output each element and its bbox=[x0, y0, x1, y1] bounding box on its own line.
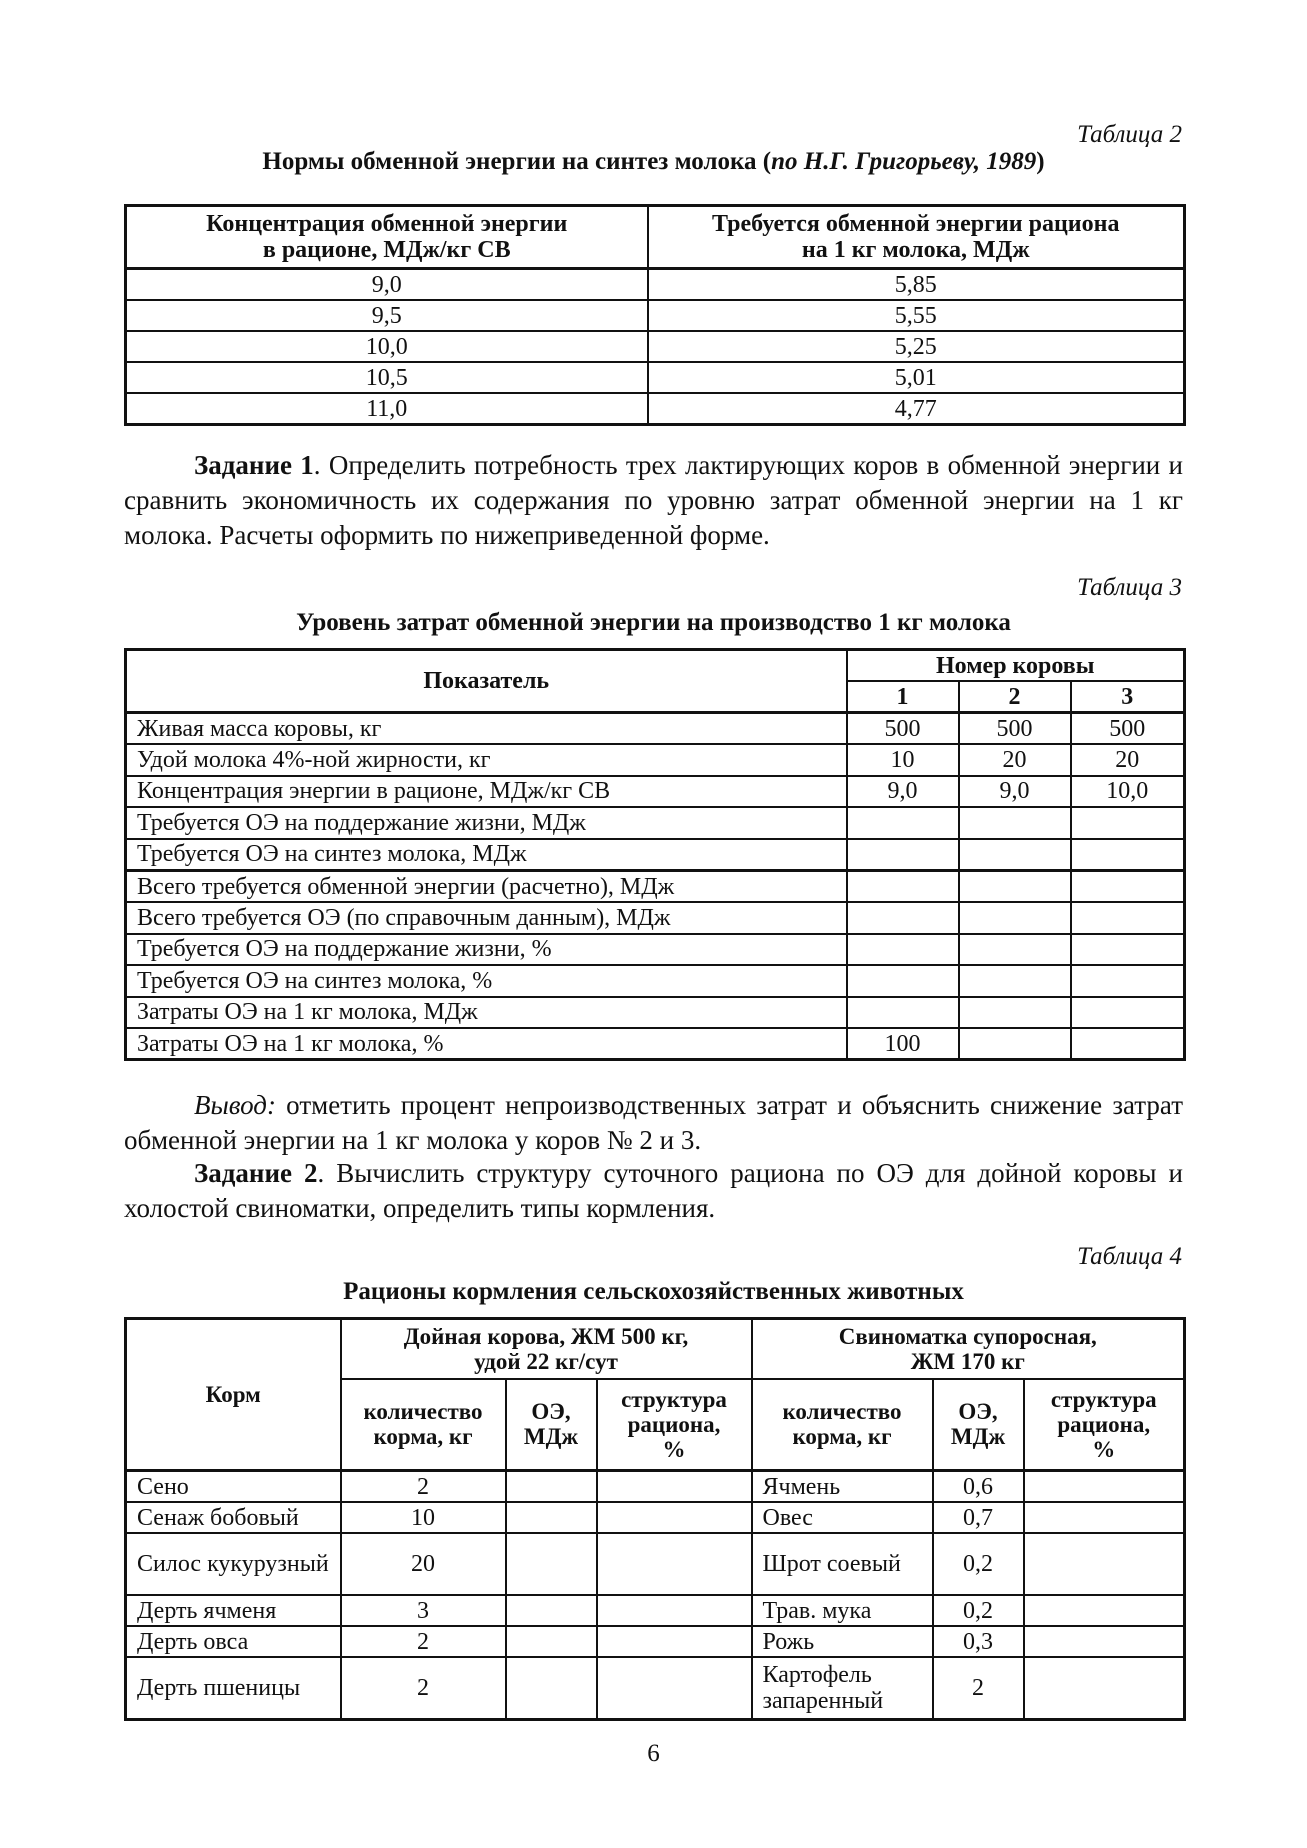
table4-sow-feed: Шрот соевый bbox=[752, 1533, 933, 1595]
task2-label: Задание 2 bbox=[194, 1158, 318, 1188]
table4-cow-feed: Дерть пшеницы bbox=[126, 1657, 341, 1720]
table-row bbox=[126, 1533, 1185, 1595]
table3 bbox=[124, 648, 1186, 1061]
table4-cow-feed: Дерть овса bbox=[126, 1626, 341, 1657]
table4-header-cow-group bbox=[341, 1319, 752, 1379]
table4-sow-value: 0,2 bbox=[933, 1595, 1024, 1626]
table2-cell: 5,01 bbox=[648, 362, 1185, 393]
table4-sow-feed: Трав. мука bbox=[752, 1595, 933, 1626]
table4-cow-oe bbox=[506, 1626, 597, 1657]
table4-sow-feed: Картофель запаренный bbox=[752, 1657, 933, 1720]
table3-cow-3-value bbox=[1071, 965, 1185, 996]
table3-title: Уровень затрат обменной энергии на производство 1 кг молока bbox=[296, 609, 1011, 636]
table-row bbox=[126, 362, 1185, 393]
table-row bbox=[126, 776, 1185, 807]
table4-sow-value: 0,6 bbox=[933, 1471, 1024, 1503]
table4 bbox=[124, 1317, 1186, 1721]
table3-cow-1-value bbox=[847, 934, 959, 965]
table2-header-concentration bbox=[126, 206, 648, 269]
table4-title: Рационы кормления сельскохозяйственных животных bbox=[343, 1278, 964, 1305]
table3-row-label: Затраты ОЭ на 1 кг молока, МДж bbox=[126, 997, 847, 1028]
table3-cow-1-value: 10 bbox=[847, 744, 959, 775]
label-line: рациона, bbox=[627, 1411, 721, 1437]
table4-cow-feed: Сено bbox=[126, 1471, 341, 1503]
table4-cow-qty: 3 bbox=[341, 1595, 506, 1626]
table3-cow-3-value bbox=[1071, 1028, 1185, 1060]
table2-cell: 5,55 bbox=[648, 300, 1185, 331]
task1-label: Задание 1 bbox=[194, 450, 314, 480]
table4-sow-struct bbox=[1024, 1471, 1185, 1503]
conclusion-paragraph bbox=[124, 1088, 1183, 1158]
table3-header-row bbox=[126, 650, 1185, 682]
label-line: корма, кг bbox=[373, 1424, 473, 1450]
label-line: структура bbox=[1050, 1386, 1157, 1412]
table4-cow-struct bbox=[597, 1657, 752, 1720]
table3-cow-2-value bbox=[959, 934, 1071, 965]
table4-header-cow-oe bbox=[506, 1379, 597, 1471]
table2-cell: 5,25 bbox=[648, 331, 1185, 362]
table3-cow-3-value bbox=[1071, 870, 1185, 902]
table-row bbox=[126, 269, 1185, 301]
table4-cow-qty: 2 bbox=[341, 1471, 506, 1503]
table3-cow-3-value bbox=[1071, 997, 1185, 1028]
table-row bbox=[126, 393, 1185, 425]
table4-sow-feed: Овес bbox=[752, 1502, 933, 1533]
table3-row-label: Требуется ОЭ на поддержание жизни, МДж bbox=[126, 807, 847, 838]
table-row bbox=[126, 1595, 1185, 1626]
table3-row-label: Удой молока 4%-ной жирности, кг bbox=[126, 744, 847, 775]
table3-row-label: Требуется ОЭ на поддержание жизни, % bbox=[126, 934, 847, 965]
table-row bbox=[126, 331, 1185, 362]
table3-row-label: Затраты ОЭ на 1 кг молока, % bbox=[126, 1028, 847, 1060]
table2-title-source: по Н.Г. Григорьеву, 1989 bbox=[771, 148, 1037, 175]
table4-header-cow-struct bbox=[597, 1379, 752, 1471]
table4-sow-value: 0,2 bbox=[933, 1533, 1024, 1595]
table-row bbox=[126, 870, 1185, 902]
label-line: корма, кг bbox=[792, 1424, 892, 1450]
conclusion-label: Вывод: bbox=[194, 1090, 276, 1120]
table3-caption: Таблица 3 bbox=[1077, 574, 1182, 601]
table2-caption: Таблица 2 bbox=[1077, 121, 1182, 148]
table4-header-cow-line2: удой 22 кг/сут bbox=[474, 1348, 618, 1374]
table3-cow-2-value bbox=[959, 1028, 1071, 1060]
table4-cow-feed: Силос кукурузный bbox=[126, 1533, 341, 1595]
table3-header-cow-3: 3 bbox=[1071, 681, 1185, 713]
table-row bbox=[126, 1626, 1185, 1657]
table3-cow-2-value bbox=[959, 839, 1071, 871]
table3-cow-1-value: 9,0 bbox=[847, 776, 959, 807]
table-row bbox=[126, 839, 1185, 871]
label-line: ОЭ, bbox=[531, 1399, 571, 1425]
table4-header-sow-oe bbox=[933, 1379, 1024, 1471]
table-row bbox=[126, 300, 1185, 331]
table3-cow-3-value bbox=[1071, 934, 1185, 965]
table2-header-required bbox=[648, 206, 1185, 269]
table4-cow-struct bbox=[597, 1471, 752, 1503]
table3-cow-1-value bbox=[847, 997, 959, 1028]
table3-header-indicator: Показатель bbox=[126, 650, 847, 713]
table2-cell: 9,0 bbox=[126, 269, 648, 301]
table3-row-label: Требуется ОЭ на синтез молока, % bbox=[126, 965, 847, 996]
table2-header-concentration-line1: Концентрация обменной энергии bbox=[206, 211, 568, 237]
label-line: МДж bbox=[950, 1424, 1006, 1450]
table2-header-required-line2: на 1 кг молока, МДж bbox=[801, 237, 1030, 263]
table4-cow-struct bbox=[597, 1502, 752, 1533]
table4-cow-oe bbox=[506, 1533, 597, 1595]
table4-sow-value: 2 bbox=[933, 1657, 1024, 1720]
table3-cow-2-value bbox=[959, 965, 1071, 996]
table3-cow-1-value bbox=[847, 870, 959, 902]
table4-header-sow-group bbox=[752, 1319, 1185, 1379]
label-line: структура bbox=[621, 1386, 727, 1412]
table3-cow-3-value bbox=[1071, 807, 1185, 838]
table4-cow-qty: 20 bbox=[341, 1533, 506, 1595]
table-row bbox=[126, 713, 1185, 745]
table2-cell: 10,5 bbox=[126, 362, 648, 393]
label-line: рациона, bbox=[1057, 1411, 1151, 1437]
table-row bbox=[126, 997, 1185, 1028]
table3-header-cow-1: 1 bbox=[847, 681, 959, 713]
table2-title bbox=[124, 147, 1183, 177]
table4-sow-feed: Ячмень bbox=[752, 1471, 933, 1503]
table4-header-feed: Корм bbox=[126, 1319, 341, 1471]
task2-text: . Вычислить структуру суточного рациона по ОЭ для дойной коровы и холостой свиноматки, определить типы кормления. bbox=[124, 1158, 1183, 1223]
label-line: количество bbox=[363, 1399, 483, 1425]
table3-row-label: Живая масса коровы, кг bbox=[126, 713, 847, 745]
label-line: % bbox=[1092, 1436, 1116, 1462]
table4-body bbox=[126, 1471, 1185, 1720]
table4-cow-struct bbox=[597, 1533, 752, 1595]
table3-cow-3-value bbox=[1071, 839, 1185, 871]
table3-row-label: Концентрация энергии в рационе, МДж/кг СВ bbox=[126, 776, 847, 807]
table3-row-label: Требуется ОЭ на синтез молока, МДж bbox=[126, 839, 847, 871]
table3-cow-2-value: 9,0 bbox=[959, 776, 1071, 807]
table-row bbox=[126, 934, 1185, 965]
table-row bbox=[126, 1502, 1185, 1533]
table4-sow-value: 0,3 bbox=[933, 1626, 1024, 1657]
table2-cell: 4,77 bbox=[648, 393, 1185, 425]
table-row bbox=[126, 902, 1185, 933]
task2-paragraph bbox=[124, 1156, 1183, 1226]
table-row bbox=[126, 1657, 1185, 1720]
table4-caption: Таблица 4 bbox=[1077, 1243, 1182, 1270]
table4-cow-feed: Сенаж бобовый bbox=[126, 1502, 341, 1533]
label-line: количество bbox=[782, 1399, 902, 1425]
table-row bbox=[126, 807, 1185, 838]
table4-sow-value: 0,7 bbox=[933, 1502, 1024, 1533]
table3-cow-2-value bbox=[959, 870, 1071, 902]
table3-cow-2-value bbox=[959, 807, 1071, 838]
table2-title-close: ) bbox=[1036, 148, 1045, 175]
table-row bbox=[126, 965, 1185, 996]
table-row bbox=[126, 1028, 1185, 1060]
table4-header-sow-qty bbox=[752, 1379, 933, 1471]
table4-cow-oe bbox=[506, 1502, 597, 1533]
page-number: 6 bbox=[647, 1740, 660, 1767]
table3-cow-3-value bbox=[1071, 902, 1185, 933]
table3-cow-3-value: 500 bbox=[1071, 713, 1185, 745]
table4-header-sow-line1: Свиноматка супоросная, bbox=[838, 1323, 1097, 1349]
table4-header-sow-line2: ЖМ 170 кг bbox=[910, 1348, 1025, 1374]
task1-text: . Определить потребность трех лактирующих коров в обменной энергии и сравнить экономичность их содержания по уровню затрат обменной энергии на 1 кг молока. Расчеты оформить по нижеприведенной форме. bbox=[124, 450, 1183, 550]
table2-cell: 9,5 bbox=[126, 300, 648, 331]
table2-header-required-line1: Требуется обменной энергии рациона bbox=[712, 211, 1120, 237]
table4-cow-feed: Дерть ячменя bbox=[126, 1595, 341, 1626]
table4-header-cow-line1: Дойная корова, ЖМ 500 кг, bbox=[403, 1323, 689, 1349]
table4-cow-oe bbox=[506, 1595, 597, 1626]
table4-cow-qty: 2 bbox=[341, 1626, 506, 1657]
table-row bbox=[126, 744, 1185, 775]
table4-sow-struct bbox=[1024, 1657, 1185, 1720]
table3-cow-1-value: 500 bbox=[847, 713, 959, 745]
table-row bbox=[126, 1471, 1185, 1503]
table4-sow-feed: Рожь bbox=[752, 1626, 933, 1657]
table4-cow-oe bbox=[506, 1657, 597, 1720]
table2 bbox=[124, 204, 1186, 426]
table3-cow-3-value: 20 bbox=[1071, 744, 1185, 775]
table3-cow-1-value: 100 bbox=[847, 1028, 959, 1060]
table3-cow-2-value bbox=[959, 997, 1071, 1028]
table3-row-label: Всего требуется ОЭ (по справочным данным), МДж bbox=[126, 902, 847, 933]
task1-paragraph bbox=[124, 448, 1183, 553]
label-line: ОЭ, bbox=[958, 1399, 998, 1425]
table2-header-concentration-line2: в рационе, МДж/кг СВ bbox=[262, 237, 511, 263]
table3-row-label: Всего требуется обменной энергии (расчетно), МДж bbox=[126, 870, 847, 902]
conclusion-text: отметить процент непроизводственных затрат и объяснить снижение затрат обменной энергии на 1 кг молока у коров № 2 и 3. bbox=[124, 1090, 1183, 1155]
table3-cow-1-value bbox=[847, 839, 959, 871]
table2-cell: 10,0 bbox=[126, 331, 648, 362]
table3-cow-3-value: 10,0 bbox=[1071, 776, 1185, 807]
table2-cell: 5,85 bbox=[648, 269, 1185, 301]
table3-cow-2-value: 500 bbox=[959, 713, 1071, 745]
table2-title-main: Нормы обменной энергии на синтез молока ( bbox=[262, 148, 772, 175]
table3-header-cow-2: 2 bbox=[959, 681, 1071, 713]
table4-header-cow-qty bbox=[341, 1379, 506, 1471]
table3-cow-2-value bbox=[959, 902, 1071, 933]
table3-cow-1-value bbox=[847, 807, 959, 838]
table4-header-sow-struct bbox=[1024, 1379, 1185, 1471]
table3-header-cow-number: Номер коровы bbox=[847, 650, 1185, 682]
table2-header-row bbox=[126, 206, 1185, 269]
table3-cow-2-value: 20 bbox=[959, 744, 1071, 775]
table4-sow-struct bbox=[1024, 1502, 1185, 1533]
table4-cow-qty: 2 bbox=[341, 1657, 506, 1720]
table2-cell: 11,0 bbox=[126, 393, 648, 425]
label-line: МДж bbox=[523, 1424, 579, 1450]
table4-cow-struct bbox=[597, 1595, 752, 1626]
table4-sow-struct bbox=[1024, 1595, 1185, 1626]
table4-cow-oe bbox=[506, 1471, 597, 1503]
table4-sow-struct bbox=[1024, 1533, 1185, 1595]
table3-cow-1-value bbox=[847, 965, 959, 996]
table4-cow-struct bbox=[597, 1626, 752, 1657]
table4-cow-qty: 10 bbox=[341, 1502, 506, 1533]
table4-header-row bbox=[126, 1319, 1185, 1379]
table3-body bbox=[126, 713, 1185, 1060]
label-line: % bbox=[662, 1436, 686, 1462]
table3-cow-1-value bbox=[847, 902, 959, 933]
table4-sow-struct bbox=[1024, 1626, 1185, 1657]
